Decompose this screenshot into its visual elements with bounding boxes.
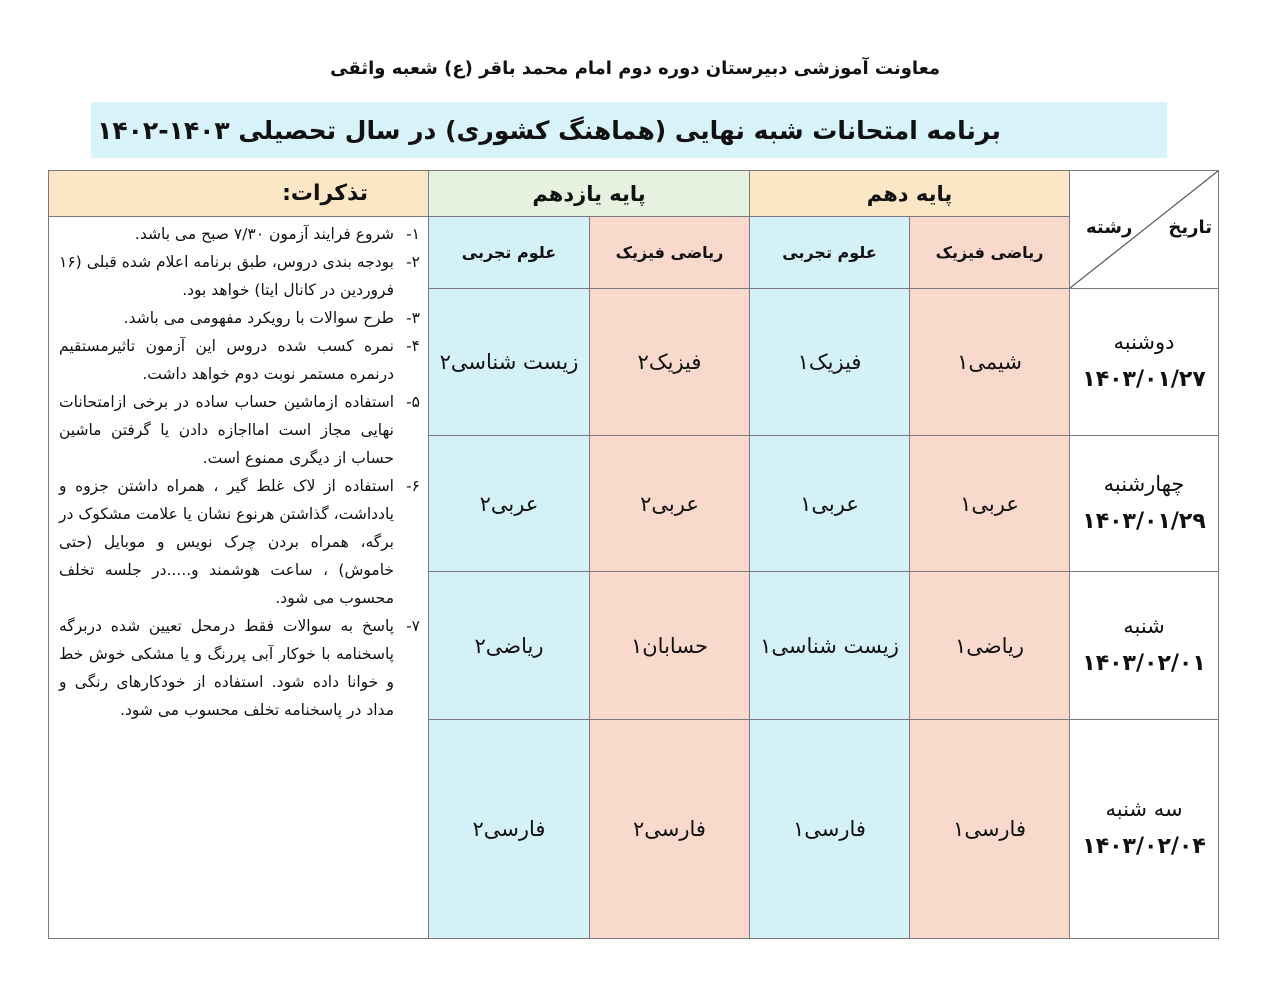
- note-number: ۳-: [406, 309, 420, 327]
- subheader-experimental-10: علوم تجربی: [750, 217, 910, 289]
- subject-cell: فارسی۲: [429, 720, 590, 939]
- note-number: ۶-: [406, 477, 420, 495]
- day-date: ۱۴۰۳/۰۲/۰۴: [1082, 834, 1206, 860]
- grade-10-header: پایه دهم: [750, 171, 1070, 217]
- subheader-row: [49, 217, 1219, 289]
- note-item: [59, 248, 420, 304]
- notes-header: تذکرات:: [49, 171, 429, 217]
- subject-cell: فارسی۱: [910, 720, 1070, 939]
- note-text: استفاده ازماشین حساب ساده در برخی ازامتحانات نهایی مجاز است امااجازه دادن یا گرفتن ماشین حساب از دیگری ممنوع است.: [59, 393, 394, 467]
- subheader-experimental-11: علوم تجربی: [429, 217, 590, 289]
- note-text: طرح سوالات با رویکرد مفهومی می باشد.: [123, 309, 394, 327]
- day-date: ۱۴۰۳/۰۱/۲۹: [1082, 508, 1206, 534]
- day-cell: [1070, 289, 1219, 436]
- subheader-math-physics-11: ریاضی فیزیک: [590, 217, 750, 289]
- day-date: ۱۴۰۳/۰۲/۰۱: [1082, 650, 1206, 676]
- subject-cell: عربی۲: [590, 436, 750, 572]
- note-item: [59, 332, 420, 388]
- day-cell: [1070, 572, 1219, 720]
- grade-11-header: پایه یازدهم: [429, 171, 750, 217]
- note-text: شروع فرایند آزمون ۷/۳۰ صبح می باشد.: [134, 225, 394, 243]
- subject-cell: عربی۱: [910, 436, 1070, 572]
- note-item: [59, 220, 420, 248]
- note-text: بودجه بندی دروس، طبق برنامه اعلام شده قبلی (۱۶ فروردین در کانال ایتا) خواهد بود.: [59, 253, 394, 299]
- day-date: ۱۴۰۳/۰۱/۲۷: [1082, 367, 1206, 393]
- day-cell: [1070, 720, 1219, 939]
- note-number: ۷-: [406, 617, 420, 635]
- note-text: استفاده از لاک غلط گیر ، همراه داشتن جزوه و یادداشت، گذاشتن هرنوع نشان یا علامت مشکوک در برگه، همراه بردن چرک نویس و موبایل (حتی خاموش) ، ساعت هوشمند و.....در جلسه تخلف محسوب می شود.: [59, 477, 394, 607]
- note-item: [59, 612, 420, 724]
- corner-cell: [1070, 171, 1219, 289]
- note-text: نمره کسب شده دروس این آزمون تاثیرمستقیم درنمره مستمر نوبت دوم خواهد داشت.: [59, 337, 394, 383]
- subject-cell: زیست شناسی۲: [429, 289, 590, 436]
- subject-cell: ریاضی۱: [910, 572, 1070, 720]
- page-title-banner: [91, 102, 1167, 158]
- subject-cell: ریاضی۲: [429, 572, 590, 720]
- corner-date-label: تاریخ: [1168, 217, 1213, 238]
- subject-cell: زیست شناسی۱: [750, 572, 910, 720]
- day-name: سه شنبه: [1105, 797, 1183, 822]
- subject-cell: عربی۲: [429, 436, 590, 572]
- corner-field-label: رشته: [1086, 217, 1133, 238]
- subject-cell: فارسی۲: [590, 720, 750, 939]
- subject-cell: فیزیک۱: [750, 289, 910, 436]
- page-title: برنامه امتحانات شبه نهایی (هماهنگ کشوری) در سال تحصیلی ۱۴۰۳-۱۴۰۲: [97, 115, 1001, 145]
- note-number: ۴-: [406, 337, 420, 355]
- subject-cell: عربی۱: [750, 436, 910, 572]
- note-number: ۵-: [406, 393, 420, 411]
- note-item: [59, 388, 420, 472]
- day-name: چهارشنبه: [1103, 471, 1185, 496]
- note-number: ۱-: [406, 225, 420, 243]
- header-row: [49, 171, 1219, 217]
- organization-title: معاونت آموزشی دبیرستان دوره دوم امام محمد باقر (ع) شعبه واثقی: [330, 58, 940, 79]
- subject-cell: شیمی۱: [910, 289, 1070, 436]
- subject-cell: حسابان۱: [590, 572, 750, 720]
- note-text: پاسخ به سوالات فقط درمحل تعیین شده دربرگه پاسخنامه با خوکار آبی پررنگ و یا مشکی خوش خط و خوانا داده شود. استفاده از خودکارهای رنگی و مداد در پاسخنامه تخلف محسوب می شود.: [59, 617, 394, 719]
- subject-cell: فارسی۱: [750, 720, 910, 939]
- subject-cell: فیزیک۲: [590, 289, 750, 436]
- notes-cell: [49, 217, 429, 939]
- exam-schedule-table: [48, 170, 1219, 939]
- note-number: ۲-: [406, 253, 420, 271]
- note-item: [59, 472, 420, 612]
- day-name: دوشنبه: [1113, 330, 1175, 355]
- note-item: [59, 304, 420, 332]
- day-cell: [1070, 436, 1219, 572]
- subheader-math-physics-10: ریاضی فیزیک: [910, 217, 1070, 289]
- day-name: شنبه: [1123, 613, 1165, 638]
